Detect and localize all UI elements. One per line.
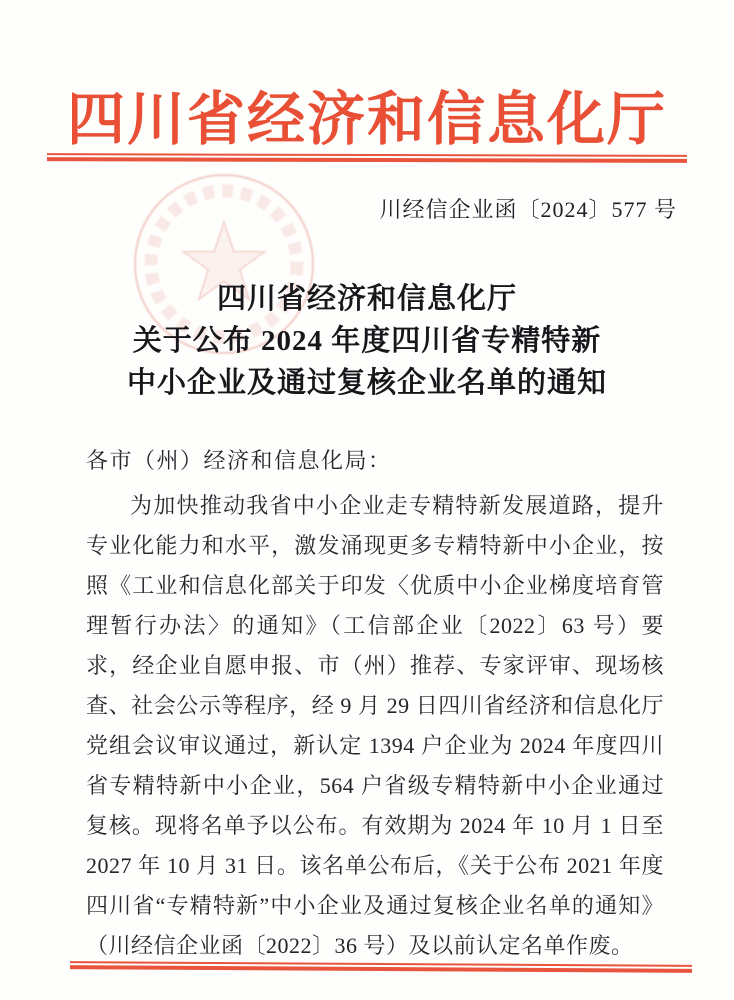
title-line: 中小企业及通过复核企业名单的通知 [126,367,607,399]
agency-header: 四川省经济和信息化厅 [66,87,667,152]
document-title [0,278,734,404]
header-rule [47,153,687,163]
title-line: 四川省经济和信息化厅 [216,283,517,315]
title-line: 关于公布 2024 年度四川省专精特新 [132,325,602,357]
body-paragraph: 为加快推动我省中小企业走专精特新发展道路，提升专业化能力和水平，激发涌现更多专精特新中小企业，按照《工业和信息化部关于印发〈优质中小企业梯度培育管理暂行办法〉的通知》（工信部企业〔2022〕63 号）要求，经企业自愿申报、市（州）推荐、专家评审、现场核查、社会公示等程序，经 9 月 29 日四川省经济和信息化厅党组会议审议通过，新认定 1394 户企业为 2024 年度四川省专精特新中小企业，564 户省级专精特新中小企业通过复核。现将名单予以公布。有效期为 2024 年 10 月 1 日至 2027 年 10 月 31 日。该名单公布后，《关于公布 2021 年度四川省“专精特新”中小企业及通过复核企业名单的通知》（川经信企业函〔2022〕36 号）及以前认定名单作废。 [86,493,664,958]
doc-number: 川经信企业函〔2024〕577 号 [379,197,677,222]
salutation: 各市（州）经济和信息化局： [86,448,392,473]
